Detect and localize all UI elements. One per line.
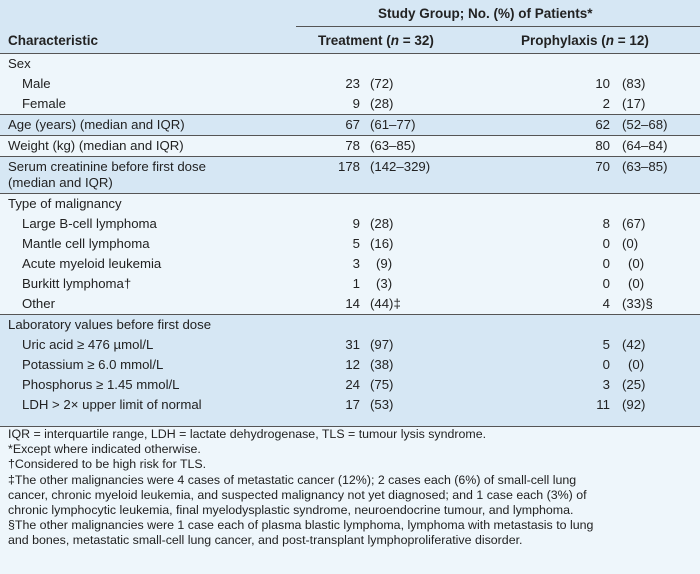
row-label: Type of malignancy	[8, 196, 122, 211]
table-row	[0, 94, 700, 114]
footnote-abbreviations: IQR = interquartile range, LDH = lactate dehydrogenase, TLS = tumour lysis syndrome.	[8, 427, 487, 441]
treatment-count: 23	[345, 76, 360, 91]
row-label: Mantle cell lymphoma	[22, 236, 150, 251]
table-header	[0, 0, 700, 54]
footnotes	[0, 427, 700, 574]
treatment-percent: (16)	[370, 236, 394, 251]
treatment-percent: (28)	[370, 216, 394, 231]
treatment-percent: (38)	[370, 357, 394, 372]
table-row	[0, 315, 700, 335]
row-label: Laboratory values before first dose	[8, 317, 212, 332]
row-label: Potassium ≥ 6.0 mmol/L	[22, 357, 164, 372]
treatment-count: 1	[352, 276, 360, 291]
footnote-double-dagger-cont: chronic lymphocytic leukemia, final myelodysplastic syndrome, neuroendocrine tumour, and lymphoma.	[8, 503, 574, 518]
row-label: Uric acid ≥ 476 µmol/L	[22, 337, 154, 352]
table-row	[0, 335, 700, 355]
footnote-star: *Except where indicated otherwise.	[8, 442, 201, 457]
prophylaxis-count: 62	[595, 117, 610, 132]
prophylaxis-percent: (52–68)	[622, 117, 668, 132]
prophylaxis-count: 0	[602, 236, 610, 251]
prophylaxis-percent: (0)	[628, 357, 645, 372]
prophylaxis-count: 4	[602, 296, 610, 311]
prophylaxis-count: 3	[602, 377, 610, 392]
treatment-count: 12	[345, 357, 360, 372]
prophylaxis-percent: (0)	[628, 276, 645, 291]
row-label: Large B-cell lymphoma	[22, 216, 157, 231]
treatment-count: 78	[345, 138, 360, 153]
prophylaxis-percent: (64–84)	[622, 138, 668, 153]
footnote-double-dagger-cont: cancer, chronic myeloid leukemia, and suspected malignancy not yet diagnosed; and 1 case each (3%) of	[8, 487, 587, 502]
prophylaxis-percent: (63–85)	[622, 159, 668, 174]
footnote-double-dagger: ‡The other malignancies were 4 cases of metastatic cancer (12%); 2 cases each (6%) of small-cell lung	[8, 472, 577, 487]
treatment-percent: (44)‡	[370, 296, 401, 311]
table-row	[0, 214, 700, 234]
table-row	[0, 294, 700, 314]
treatment-percent: (75)	[370, 377, 394, 392]
treatment-count: 31	[345, 337, 360, 352]
prophylaxis-count: 11	[596, 397, 610, 412]
table-row	[0, 395, 700, 415]
table-row	[0, 74, 700, 94]
prophylaxis-count: 80	[595, 138, 610, 153]
row-label: Age (years) (median and IQR)	[8, 117, 185, 132]
treatment-count: 17	[345, 397, 360, 412]
row-label: Phosphorus ≥ 1.45 mmol/L	[22, 377, 180, 392]
treatment-count: 178	[337, 159, 360, 174]
prophylaxis-count: 0	[602, 276, 610, 291]
table-row	[0, 274, 700, 294]
prophylaxis-count: 0	[602, 256, 610, 271]
prophylaxis-percent: (0)	[628, 256, 645, 271]
prophylaxis-count: 2	[602, 96, 610, 111]
prophylaxis-percent: (42)	[622, 337, 646, 352]
col-characteristic: Characteristic	[8, 33, 99, 48]
row-label: Serum creatinine before first dose (median and IQR)	[8, 159, 206, 190]
prophylaxis-percent: (25)	[622, 377, 646, 392]
treatment-count: 24	[345, 377, 360, 392]
treatment-percent: (28)	[370, 96, 394, 111]
prophylaxis-count: 0	[602, 357, 610, 372]
table-row	[0, 194, 700, 214]
treatment-percent: (53)	[370, 397, 394, 412]
prophylaxis-percent: (33)§	[622, 296, 653, 311]
prophylaxis-percent: (0)	[622, 236, 639, 251]
footnote-section-cont: and bones, metastatic small-cell lung cancer, and post-transplant lymphoproliferative disorder.	[8, 533, 523, 548]
treatment-count: 3	[352, 256, 360, 271]
footnote-dagger: †Considered to be high risk for TLS.	[8, 457, 207, 472]
treatment-percent: (9)	[376, 256, 393, 271]
row-label: Burkitt lymphoma†	[22, 276, 132, 291]
prophylaxis-percent: (83)	[622, 76, 646, 91]
row-label: Acute myeloid leukemia	[22, 256, 162, 271]
prophylaxis-count: 5	[602, 337, 610, 352]
row-label: LDH > 2× upper limit of normal	[22, 397, 202, 412]
row-label: Other	[22, 296, 55, 311]
table-row	[0, 375, 700, 395]
prophylaxis-count: 8	[602, 216, 610, 231]
col-prophylaxis: Prophylaxis (n = 12)	[521, 33, 649, 48]
footnote-section: §The other malignancies were 1 case each of plasma blastic lymphoma, lymphoma with metastasis to lung	[8, 518, 594, 533]
treatment-percent: (142–329)	[370, 159, 431, 174]
table-row	[0, 254, 700, 274]
treatment-count: 9	[352, 96, 360, 111]
table-row	[0, 355, 700, 375]
prophylaxis-percent: (67)	[622, 216, 646, 231]
header-group-rule	[296, 26, 700, 27]
row-label: Sex	[8, 56, 31, 71]
prophylaxis-count: 10	[595, 76, 610, 91]
table-row	[0, 157, 700, 193]
row-label: Male	[22, 76, 51, 91]
treatment-percent: (61–77)	[370, 117, 416, 132]
group-title: Study Group; No. (%) of Patients*	[378, 6, 593, 21]
prophylaxis-percent: (17)	[622, 96, 646, 111]
treatment-percent: (72)	[370, 76, 394, 91]
treatment-count: 5	[352, 236, 360, 251]
treatment-percent: (3)	[376, 276, 393, 291]
table-row	[0, 54, 700, 74]
treatment-count: 9	[352, 216, 360, 231]
row-label: Weight (kg) (median and IQR)	[8, 138, 184, 153]
table-row	[0, 234, 700, 254]
col-treatment: Treatment (n = 32)	[318, 33, 434, 48]
prophylaxis-percent: (92)	[622, 397, 646, 412]
treatment-percent: (97)	[370, 337, 394, 352]
prophylaxis-count: 70	[595, 159, 610, 174]
treatment-percent: (63–85)	[370, 138, 416, 153]
table-row	[0, 136, 700, 156]
treatment-count: 14	[345, 296, 360, 311]
row-label: Female	[22, 96, 66, 111]
table-row	[0, 115, 700, 135]
treatment-count: 67	[345, 117, 360, 132]
